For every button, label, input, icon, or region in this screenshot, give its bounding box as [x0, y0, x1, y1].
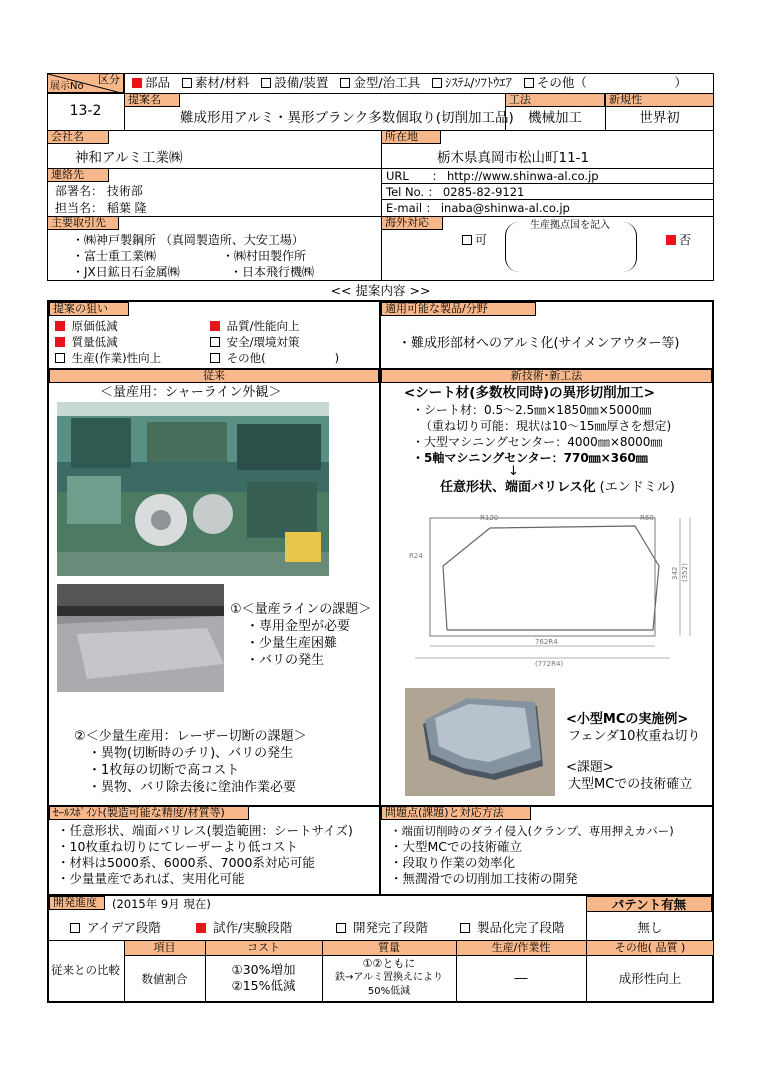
newtech-line-4: ・5軸マシニングセンター：770㎜×360㎜ — [412, 451, 648, 465]
issue1-title: ①＜量産ラインの課題＞ — [230, 602, 372, 617]
checkbox-icon — [524, 78, 534, 88]
overseas-no[interactable]: 否 — [666, 232, 691, 248]
address-label: 所在地 — [381, 130, 441, 144]
novelty-label: 新規性 — [605, 93, 714, 107]
dept: 部署名： 技術部 — [55, 184, 143, 198]
exhibit-number: 13-2 — [69, 103, 102, 119]
method-label: 工法 — [505, 93, 605, 107]
issue2-item-1: ・異物(切断時のチリ)、バリの発生 — [88, 746, 294, 761]
comparison-row-label: 従来との比較 — [51, 963, 120, 977]
checkbox-icon — [196, 923, 206, 933]
stage-prototype[interactable]: 試作/実験段階 — [196, 920, 292, 936]
checkbox-icon — [462, 235, 472, 245]
selling-item-3: ・材料は5000系、6000系、7000系対応可能 — [57, 855, 315, 870]
productivity-value: ― — [514, 971, 528, 986]
label-r120: R120 — [480, 514, 499, 522]
newtech-issue-title: <課題> — [566, 760, 614, 775]
no-label-cell — [47, 73, 124, 93]
applicable-text: ・難成形部材へのアルミ化(サイメンアウター等) — [398, 336, 680, 351]
label-h2: (352) — [681, 563, 689, 582]
other-value: 成形性向上 — [618, 971, 682, 986]
client-1: ・㈱神戸製鋼所 （真岡製造所、大安工場） — [72, 233, 304, 247]
cost-value-1: ①30%増加 — [231, 962, 296, 977]
issue1-item-1: ・専用金型が必要 — [246, 619, 351, 634]
item-value: 数値割合 — [141, 972, 188, 986]
blank-drawing — [395, 508, 705, 670]
label-w2: (772R4) — [535, 660, 564, 668]
issue1-item-2: ・少量生産困難 — [246, 636, 338, 651]
category-material[interactable]: 素材/材料 — [182, 75, 249, 90]
kubun-label: 区分 — [98, 73, 120, 86]
category-system[interactable]: ｼｽﾃﾑ/ｿﾌﾄｳｴｱ — [432, 75, 512, 90]
col-header-productivity: 生産/作業性 — [491, 941, 551, 954]
checkbox-icon — [336, 923, 346, 933]
proposal-label: 提案名 — [124, 93, 180, 107]
label-r24: R24 — [409, 552, 423, 560]
applicable-label: 適用可能な製品/分野 — [381, 302, 536, 316]
label-w1: 762R4 — [535, 638, 558, 646]
problem-item-3: ・段取り作業の効率化 — [390, 855, 516, 870]
company-label: 会社名 — [47, 130, 109, 144]
shear-line-photo — [57, 402, 329, 576]
aims-label: 提案の狙い — [49, 302, 129, 316]
novelty-value: 世界初 — [639, 110, 680, 126]
problem-item-1: ・端面切削時のダライ侵入(クランプ、専用押えカバー) — [390, 824, 674, 838]
checkbox-icon — [460, 923, 470, 933]
checkbox-icon — [432, 78, 442, 88]
problem-item-4: ・無潤滑での切削加工技術の開発 — [390, 871, 578, 886]
overseas-bracket-text: 生産拠点国を記入 — [530, 220, 610, 231]
checkbox-icon — [340, 78, 350, 88]
checkbox-icon — [55, 337, 65, 347]
newtech-line-3: ・大型マシニングセンター：4000㎜×8000㎜ — [412, 435, 663, 449]
tel: Tel No. ： 0285-82-9121 — [386, 185, 525, 199]
client-3: ・㈱村田製作所 — [222, 249, 307, 263]
issue2-item-3: ・異物、バリ除去後に塗油作業必要 — [88, 780, 297, 795]
selling-item-2: ・10枚重ね切りにてレーザーより低コスト — [57, 839, 298, 854]
url[interactable]: URL ： http://www.shinwa-al.co.jp — [386, 169, 599, 183]
aim-mass[interactable]: 質量低減 — [55, 334, 118, 350]
company-name: 神和アルミ工業㈱ — [75, 150, 183, 166]
category-equipment[interactable]: 設備/装置 — [261, 75, 328, 90]
aim-safety[interactable]: 安全/環境対策 — [210, 334, 300, 350]
checkbox-icon — [70, 923, 80, 933]
patent-value: 無し — [637, 920, 663, 935]
example-title: <小型MCの実施例> — [566, 712, 689, 727]
label-h1: 342 — [671, 566, 679, 580]
stage-idea[interactable]: アイデア段階 — [70, 920, 161, 936]
category-row — [132, 74, 687, 92]
client-4: ・JX日鉱日石金属㈱ — [72, 265, 180, 279]
newtech-arrow: ↓ — [508, 464, 519, 479]
newtech-result: 任意形状、端面バリレス化 (エンドミル) — [440, 480, 675, 495]
selling-item-1: ・任意形状、端面バリレス(製造範囲：シートサイズ) — [57, 823, 353, 838]
aim-other[interactable]: その他( ) — [210, 350, 339, 366]
mass-value-3: 50%低減 — [367, 986, 411, 997]
contact-label: 連絡先 — [47, 168, 109, 182]
conventional-caption: ＜量産用：シャーライン外観＞ — [100, 385, 282, 400]
checkbox-icon — [210, 353, 220, 363]
checkbox-icon — [55, 321, 65, 331]
issue2-title: ②＜少量生産用：レーザー切断の課題＞ — [74, 729, 307, 744]
checkbox-icon — [210, 337, 220, 347]
example-text: フェンダ10枚重ね切り — [568, 729, 701, 744]
stage-product-complete[interactable]: 製品化完了段階 — [460, 920, 565, 936]
newtech-issue-text: 大型MCでの技術確立 — [568, 777, 693, 792]
newtech-line-2: （重ね切り可能：現状は10～15㎜厚さを想定) — [420, 419, 672, 433]
person: 担当名： 稲葉 隆 — [55, 201, 147, 215]
category-mold[interactable]: 金型/治工具 — [340, 75, 420, 90]
stage-dev-complete[interactable]: 開発完了段階 — [336, 920, 428, 936]
col-header-item: 項目 — [153, 941, 176, 954]
label-r60: R60 — [640, 514, 654, 522]
cost-value-2: ②15%低減 — [231, 978, 296, 993]
selling-label: ｾｰﾙｽﾎﾟｲﾝﾄ(製造可能な精度/材質等) — [49, 806, 249, 820]
checkbox-icon — [210, 321, 220, 331]
checkbox-icon — [666, 235, 676, 245]
aim-quality[interactable]: 品質/性能向上 — [210, 318, 300, 334]
checkbox-icon — [132, 78, 142, 88]
col-header-cost: コスト — [247, 941, 280, 954]
shear-sheet-photo — [57, 584, 224, 692]
checkbox-icon — [55, 353, 65, 363]
problem-item-2: ・大型MCでの技術確立 — [390, 839, 523, 854]
no-label: 展示No — [50, 81, 84, 92]
mass-value-1: ①②ともに — [362, 957, 416, 970]
newtech-title: <シート材(多数枚同時)の異形切削加工> — [404, 385, 655, 401]
col-header-other: その他( 品質 ) — [614, 941, 686, 954]
newtech-label: 新技術･新工法 — [381, 369, 712, 383]
col-header-mass: 質量 — [378, 941, 400, 954]
clients-label: 主要取引先 — [47, 216, 119, 230]
client-5: ・日本飛行機㈱ — [230, 265, 315, 279]
progress-label: 開発進度 — [49, 896, 105, 910]
overseas-yes[interactable]: 可 — [462, 232, 487, 248]
conventional-label: 従来 — [49, 369, 379, 383]
proposal-name: 難成形用アルミ・異形ブランク多数個取り(切削加工品) — [180, 110, 514, 126]
newtech-line-1: ・シート材：0.5～2.5㎜×1850㎜×5000㎜ — [412, 403, 652, 417]
issue1-item-3: ・バリの発生 — [246, 653, 325, 668]
fender-sample-photo — [405, 688, 555, 796]
aim-cost[interactable]: 原価低減 — [55, 318, 118, 334]
address-value: 栃木県真岡市松山町11-1 — [437, 150, 590, 166]
progress-date: (2015年 9月 現在) — [112, 897, 211, 911]
category-other[interactable]: その他（ ） — [524, 75, 687, 90]
problems-label: 問題点(課題)と対応方法 — [381, 806, 531, 820]
client-2: ・富士重工業㈱ — [72, 249, 157, 263]
category-parts[interactable]: 部品 — [132, 75, 170, 90]
issue2-item-2: ・1枚毎の切断で高コスト — [88, 763, 240, 778]
checkbox-icon — [182, 78, 192, 88]
mass-value-2: 鉄→アルミ置換えにより — [335, 972, 443, 983]
proposal-section-title: << 提案内容 >> — [330, 283, 431, 298]
selling-item-4: ・少量量産であれば、実用化可能 — [57, 871, 245, 886]
email[interactable]: E-mail ： inaba@shinwa-al.co.jp — [386, 201, 570, 215]
method-value: 機械加工 — [528, 110, 582, 126]
aim-productivity[interactable]: 生産(作業)性向上 — [55, 350, 161, 366]
overseas-label: 海外対応 — [381, 216, 443, 230]
patent-label: パテント有無 — [586, 896, 712, 912]
checkbox-icon — [261, 78, 271, 88]
